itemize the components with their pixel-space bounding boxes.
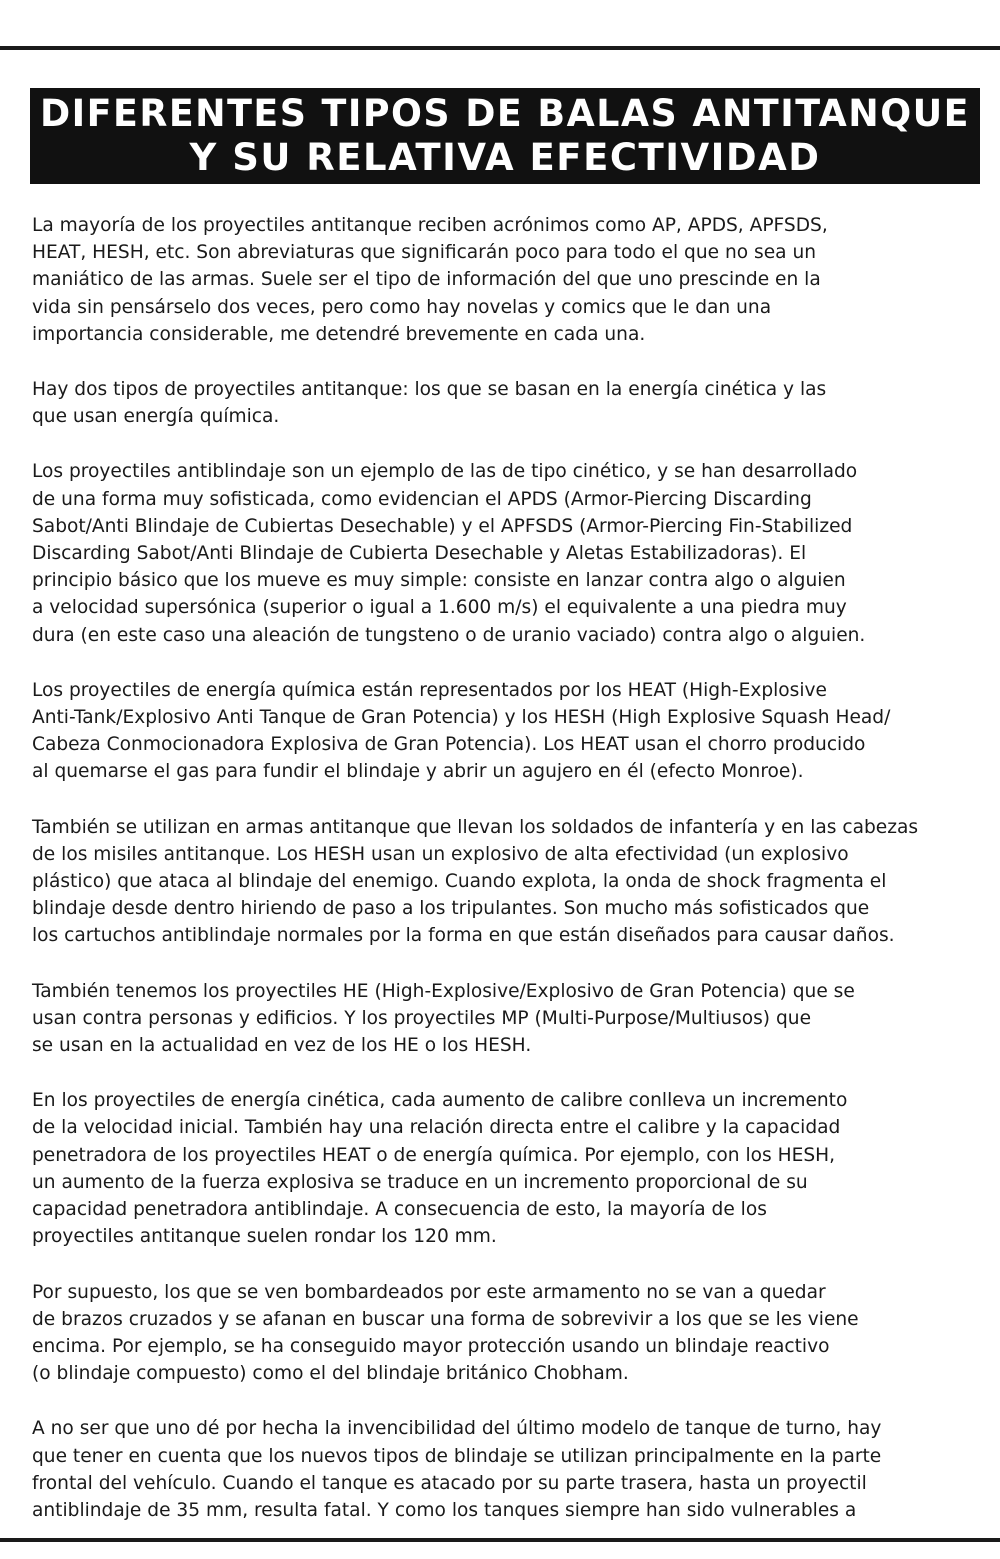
text-line: se usan en la actualidad en vez de los HE o los HESH. — [32, 1035, 532, 1057]
text-line: (o blindaje compuesto) como el del blindaje británico Chobham. — [32, 1363, 629, 1385]
paragraph — [32, 376, 987, 430]
text-line: un aumento de la fuerza explosiva se traduce en un incremento proporcional de su — [32, 1171, 808, 1193]
text-line: dura (en este caso una aleación de tungsteno o de uranio vaciado) contra algo o alguien. — [32, 624, 866, 646]
text-line: los cartuchos antiblindaje normales por la forma en que están diseñados para causar daños. — [32, 925, 895, 947]
paragraph — [32, 212, 987, 348]
bottom-rule — [0, 1538, 1000, 1542]
paragraph — [32, 1279, 987, 1388]
text-line: de una forma muy sofisticada, como evidencian el APDS (Armor-Piercing Discarding — [32, 488, 812, 510]
text-line: blindaje desde dentro hiriendo de paso a los tripulantes. Son mucho más sofisticados que — [32, 898, 870, 920]
text-line: También se utilizan en armas antitanque que llevan los soldados de infantería y en las cabezas — [32, 816, 919, 838]
text-line: plástico) que ataca al blindaje del enemigo. Cuando explota, la onda de shock fragmenta el — [32, 871, 887, 893]
text-line: capacidad penetradora antiblindaje. A consecuencia de esto, la mayoría de los — [32, 1199, 767, 1221]
text-line: de brazos cruzados y se afanan en buscar una forma de sobrevivir a los que se les viene — [32, 1308, 859, 1330]
text-line: La mayoría de los proyectiles antitanque reciben acrónimos como AP, APDS, APFSDS, — [32, 215, 828, 236]
title-line-2: Y SU RELATIVA EFECTIVIDAD — [189, 136, 821, 179]
text-line: al quemarse el gas para fundir el blindaje y abrir un agujero en él (efecto Monroe). — [32, 761, 804, 783]
text-line: usan contra personas y edificios. Y los proyectiles MP (Multi-Purpose/Multiusos) que — [32, 1007, 812, 1029]
text-line: importancia considerable, me detendré brevemente en cada una. — [32, 323, 646, 345]
text-line: A no ser que uno dé por hecha la invencibilidad del último modelo de tanque de turno, hay — [32, 1418, 882, 1440]
text-line: Los proyectiles antiblindaje son un ejemplo de las de tipo cinético, y se han desarrollado — [32, 461, 858, 483]
text-line: Anti-Tank/Explosivo Anti Tanque de Gran Potencia) y los HESH (High Explosive Squash Head/ — [32, 707, 891, 729]
paragraph — [32, 677, 987, 786]
text-line: HEAT, HESH, etc. Son abreviaturas que significarán poco para todo el que no sea un — [32, 242, 817, 264]
text-line: penetradora de los proyectiles HEAT o de energía química. Por ejemplo, con los HESH, — [32, 1144, 836, 1166]
text-line: que usan energía química. — [32, 406, 280, 428]
paragraph — [32, 814, 987, 950]
text-line: principio básico que los mueve es muy simple: consiste en lanzar contra algo o alguien — [32, 570, 846, 592]
title-banner — [30, 88, 980, 184]
text-line: antiblindaje de 35 mm, resulta fatal. Y como los tanques siempre han sido vulnerables a — [32, 1499, 857, 1521]
top-rule — [0, 46, 1000, 50]
title-line-1: DIFERENTES TIPOS DE BALAS ANTITANQUE — [39, 92, 971, 135]
text-line: de los misiles antitanque. Los HESH usan un explosivo de alta efectividad (un explosivo — [32, 843, 849, 865]
text-line: que tener en cuenta que los nuevos tipos de blindaje se utilizan principalmente en la parte — [32, 1445, 882, 1467]
paragraph — [32, 458, 987, 648]
text-line: proyectiles antitanque suelen rondar los 120 mm. — [32, 1226, 497, 1248]
text-line: En los proyectiles de energía cinética, cada aumento de calibre conlleva un incremento — [32, 1090, 848, 1112]
text-line: Hay dos tipos de proyectiles antitanque: los que se basan en la energía cinética y las — [32, 379, 827, 401]
paragraph — [32, 978, 987, 1060]
text-line: Sabot/Anti Blindaje de Cubiertas Desechable) y el APFSDS (Armor-Piercing Fin-Stabilized — [32, 515, 853, 537]
paragraph — [32, 1415, 987, 1524]
text-line: Los proyectiles de energía química están representados por los HEAT (High-Explosive — [32, 679, 827, 701]
text-line: de la velocidad inicial. También hay una relación directa entre el calibre y la capacidad — [32, 1117, 841, 1139]
text-line: Cabeza Conmocionadora Explosiva de Gran Potencia). Los HEAT usan el chorro producido — [32, 734, 866, 756]
text-line: Por supuesto, los que se ven bombardeados por este armamento no se van a quedar — [32, 1281, 826, 1303]
text-line: encima. Por ejemplo, se ha conseguido mayor protección usando un blindaje reactivo — [32, 1335, 830, 1357]
text-line: a velocidad supersónica (superior o igual a 1.600 m/s) el equivalente a una piedra muy — [32, 597, 847, 619]
text-line: frontal del vehículo. Cuando el tanque es atacado por su parte trasera, hasta un proyectil — [32, 1472, 867, 1494]
text-line: También tenemos los proyectiles HE (High-Explosive/Explosivo de Gran Potencia) que se — [32, 980, 855, 1002]
text-line: Discarding Sabot/Anti Blindaje de Cubierta Desechable y Aletas Estabilizadoras). El — [32, 543, 807, 565]
text-line: vida sin pensárselo dos veces, pero como hay novelas y comics que le dan una — [32, 296, 772, 318]
text-line: maniático de las armas. Suele ser el tipo de información del que uno prescinde en la — [32, 269, 821, 291]
paragraph — [32, 1087, 987, 1250]
article-body — [32, 212, 987, 1552]
